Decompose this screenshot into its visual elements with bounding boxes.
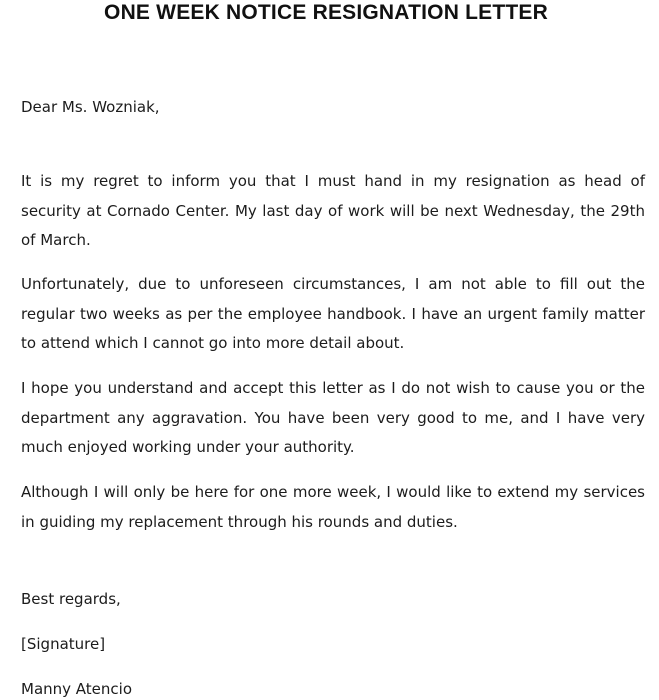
paragraph-3: I hope you understand and accept this letter as I do not wish to cause you or the department any aggravation. You have been very good to me, and I have very much enjoyed working under your authority.	[21, 379, 645, 456]
paragraph-4: Although I will only be here for one more week, I would like to extend my services in guiding my replacement through his rounds and duties.	[21, 483, 645, 531]
paragraph-2: Unfortunately, due to unforeseen circumstances, I am not able to fill out the regular two weeks as per the employee handbook. I have an urgent family matter to attend which I cannot go into more detail about.	[21, 275, 645, 352]
salutation: Dear Ms. Wozniak,	[21, 98, 160, 116]
closing: Best regards,	[21, 590, 121, 608]
sender-name: Manny Atencio	[21, 680, 132, 698]
document-title: ONE WEEK NOTICE RESIGNATION LETTER	[104, 1, 548, 24]
signature-placeholder: [Signature]	[21, 635, 106, 653]
paragraph-1: It is my regret to inform you that I must hand in my resignation as head of security at Cornado Center. My last day of work will be next Wednesday, the 29th of March.	[21, 172, 645, 249]
